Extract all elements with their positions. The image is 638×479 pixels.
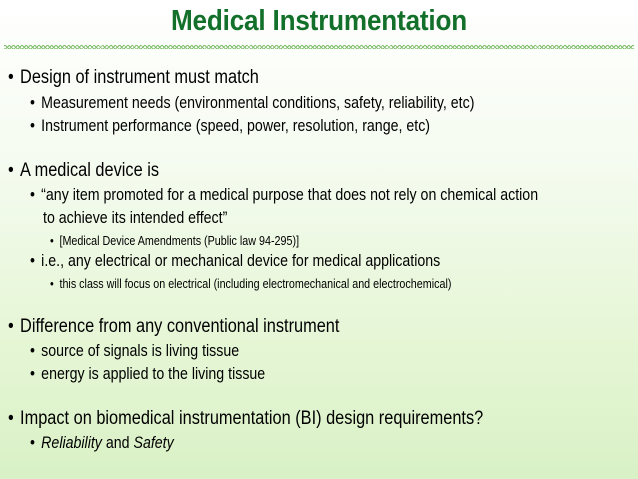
subbullet-ie	[30, 252, 440, 271]
subbullet-quote	[30, 186, 538, 205]
bullet-icon: •	[8, 316, 14, 337]
text-quote-line2: to achieve its intended effect”	[43, 209, 228, 227]
text-energy: energy is applied to the living tissue	[41, 365, 266, 383]
heading-impact: Impact on biomedical instrumentation (BI) design requirements?	[20, 408, 484, 429]
text-quote-line1: “any item promoted for a medical purpose that does not rely on chemical action	[41, 186, 539, 204]
bullet-design	[8, 67, 259, 89]
quote-continuation	[43, 209, 227, 228]
heading-design: Design of instrument must match	[20, 67, 259, 88]
bullet-icon: •	[50, 234, 54, 248]
bullet-icon: •	[30, 365, 35, 383]
heading-difference: Difference from any conventional instrument	[20, 316, 340, 337]
subbullet-performance	[30, 117, 430, 136]
bullet-impact	[8, 408, 483, 430]
bullet-icon: •	[30, 434, 35, 452]
heading-medical-device: A medical device is	[20, 160, 159, 181]
bullet-icon: •	[8, 408, 14, 429]
text-note: this class will focus on electrical (including electromechanical and electrochemical)	[59, 277, 452, 291]
bullet-icon: •	[8, 160, 14, 181]
text-ie: i.e., any electrical or mechanical device for medical applications	[41, 252, 441, 270]
subbullet-source	[30, 342, 239, 361]
subsubbullet-citation	[50, 234, 299, 248]
subbullet-measurement	[30, 94, 474, 113]
bullet-icon: •	[30, 342, 35, 360]
bullet-difference	[8, 316, 339, 338]
bullet-icon: •	[30, 117, 35, 135]
text-citation: [Medical Device Amendments (Public law 94-295)]	[59, 234, 300, 248]
bullet-icon: •	[30, 94, 35, 112]
subsubbullet-note	[50, 277, 451, 291]
title-divider	[4, 45, 634, 49]
subbullet-reliability-safety	[30, 434, 174, 453]
text-and: and	[105, 434, 130, 452]
bullet-icon: •	[30, 186, 35, 204]
slide-title: Medical Instrumentation	[170, 5, 468, 37]
text-reliability: Reliability	[41, 434, 102, 452]
text-source: source of signals is living tissue	[41, 342, 240, 360]
bullet-icon: •	[8, 67, 14, 88]
text-performance: Instrument performance (speed, power, resolution, range, etc)	[41, 117, 431, 135]
bullet-icon: •	[50, 277, 54, 291]
text-measurement: Measurement needs (environmental conditions, safety, reliability, etc)	[41, 94, 475, 112]
subbullet-energy	[30, 365, 265, 384]
bullet-medical-device	[8, 160, 159, 182]
text-safety: Safety	[133, 434, 174, 452]
bullet-icon: •	[30, 252, 35, 270]
